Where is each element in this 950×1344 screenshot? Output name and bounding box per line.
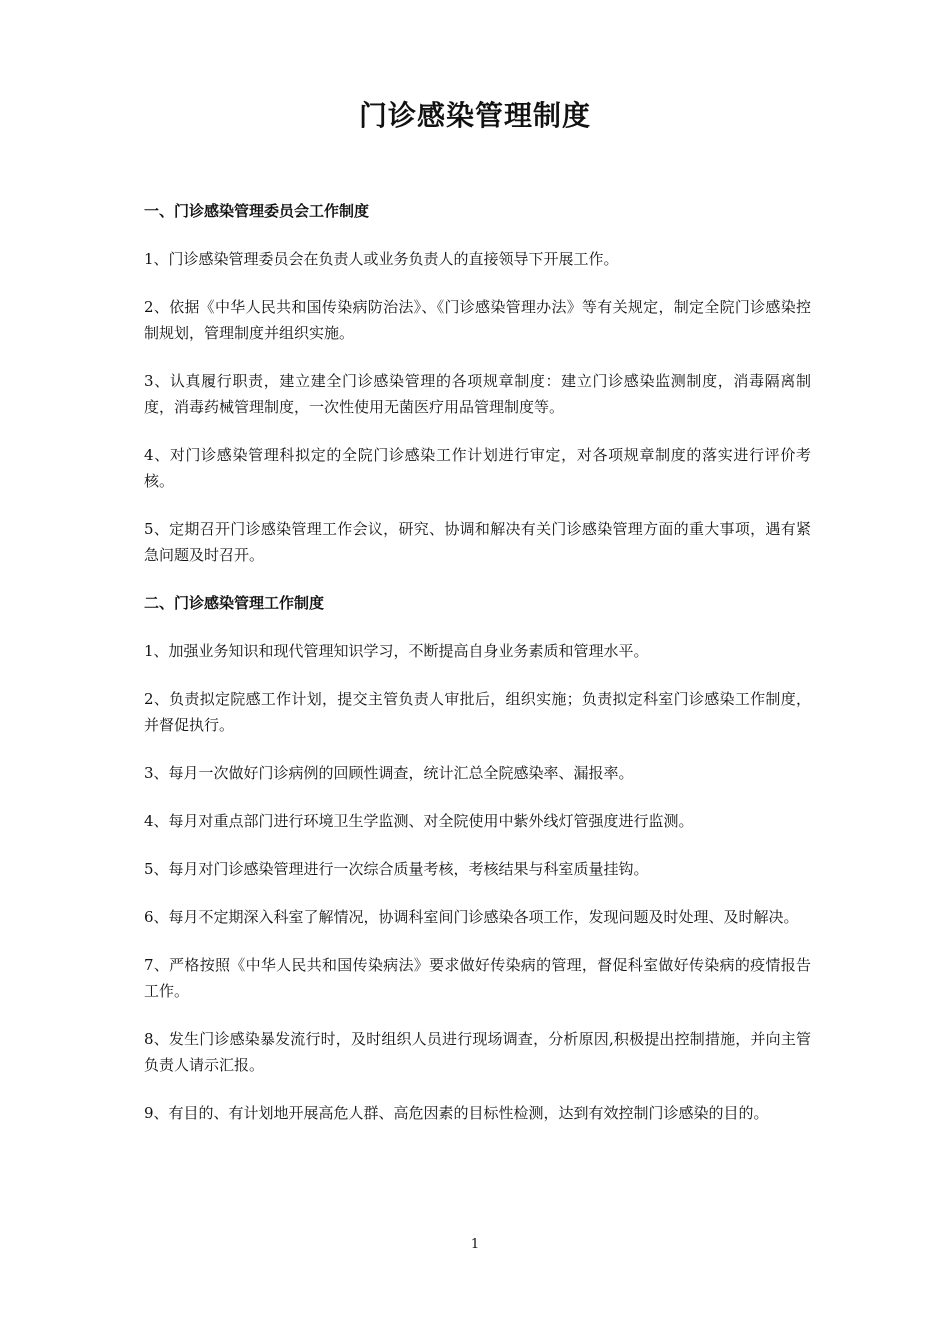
section-work-system [144,590,811,1126]
paragraph: 1、门诊感染管理委员会在负责人或业务负责人的直接领导下开展工作。 [144,250,619,268]
section-heading: 一、门诊感染管理委员会工作制度 [144,202,370,220]
document-title: 门诊感染管理制度 [358,99,591,132]
section-heading: 二、门诊感染管理工作制度 [144,594,325,612]
paragraph: 8、发生门诊感染暴发流行时，及时组织人员进行现场调查，分析原因,积极提出控制措施，并向主管负责人请示汇报。 [144,1030,811,1074]
paragraph: 1、加强业务知识和现代管理知识学习，不断提高自身业务素质和管理水平。 [144,642,649,660]
paragraph: 5、每月对门诊感染管理进行一次综合质量考核，考核结果与科室质量挂钩。 [144,860,649,878]
paragraph: 3、每月一次做好门诊病例的回顾性调查，统计汇总全院感染率、漏报率。 [144,764,634,782]
paragraph: 2、负责拟定院感工作计划，提交主管负责人审批后，组织实施；负责拟定科室门诊感染工作制度，并督促执行。 [144,690,811,734]
paragraph: 2、依据《中华人民共和国传染病防治法》、《门诊感染管理办法》等有关规定，制定全院门诊感染控制规划，管理制度并组织实施。 [144,298,811,342]
paragraph: 6、每月不定期深入科室了解情况，协调科室间门诊感染各项工作，发现问题及时处理、及时解决。 [144,908,799,926]
paragraph: 4、每月对重点部门进行环境卫生学监测、对全院使用中紫外线灯管强度进行监测。 [144,812,694,830]
paragraph: 9、有目的、有计划地开展高危人群、高危因素的目标性检测，达到有效控制门诊感染的目的。 [144,1104,769,1122]
paragraph: 3、认真履行职责，建立建全门诊感染管理的各项规章制度：建立门诊感染监测制度，消毒隔离制度，消毒药械管理制度，一次性使用无菌医疗用品管理制度等。 [144,372,811,416]
section-committee [144,198,811,568]
document-body [144,198,811,1148]
paragraph: 4、对门诊感染管理科拟定的全院门诊感染工作计划进行审定，对各项规章制度的落实进行评价考核。 [144,446,811,490]
paragraph: 7、严格按照《中华人民共和国传染病法》要求做好传染病的管理，督促科室做好传染病的疫情报告工作。 [144,956,811,1000]
page-number: 1 [470,1237,480,1252]
paragraph: 5、定期召开门诊感染管理工作会议，研究、协调和解决有关门诊感染管理方面的重大事项，遇有紧急问题及时召开。 [144,520,811,564]
